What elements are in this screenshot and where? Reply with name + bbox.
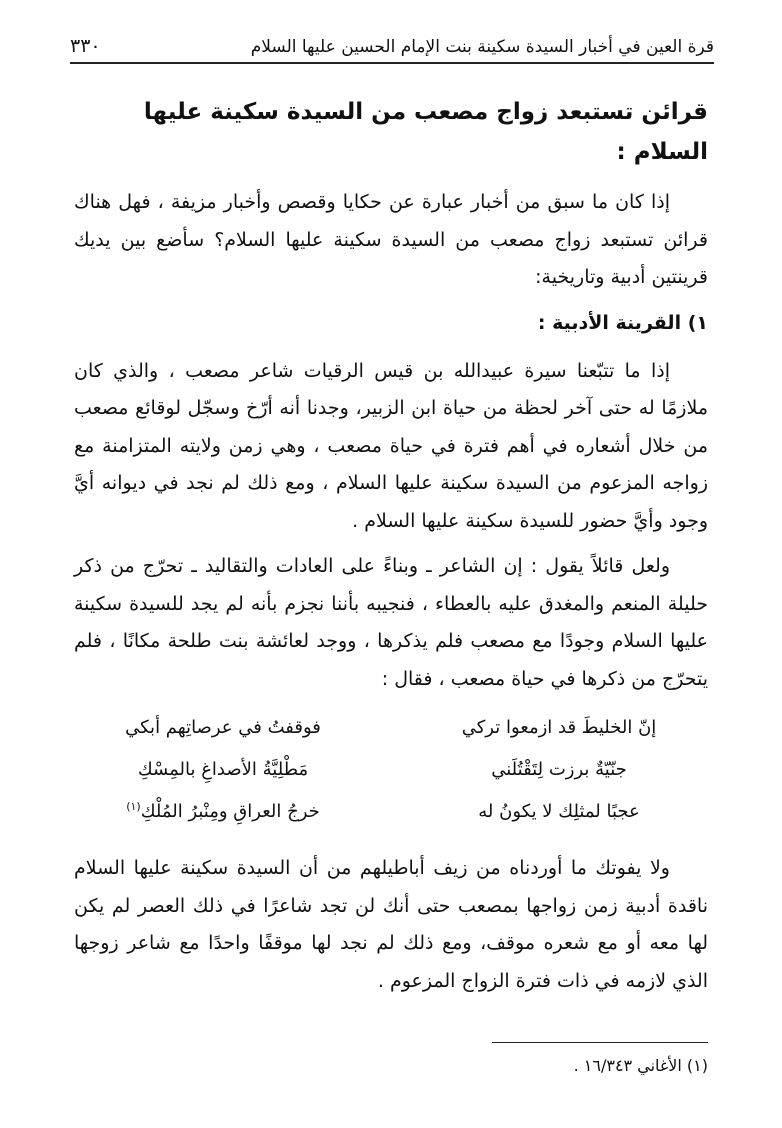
poem [74,706,708,832]
section-heading: قرائن تستبعد زواج مصعب من السيدة سكينة عليها السلام : [143,99,708,165]
running-header [70,28,714,64]
intro-paragraph: إذا كان ما سبق من أخبار عبارة عن حكايا وقصص وأخبار مزيفة ، فهل هناك قرائن تستبعد زواج مصعب من السيدة سكينة عليها السلام؟ سأضع بين يديك قرينتين أدبية وتاريخية: [74,191,708,288]
subsection-heading: ١) القرينة الأدبية : [537,311,708,334]
verse-text: خرجُ العراقِ ومِنْبرُ المُلْكِ [140,801,320,822]
header-title: قرة العين في أخبار السيدة سكينة بنت الإمام الحسين عليها السلام [250,37,714,57]
page-number: ٣٣٠ [70,35,101,57]
verse-second-hemistich: فوقفتُ في عرصاتِهم أبكي [125,716,321,738]
verse-first-hemistich: جنّيّةٌ برزت لِتَقْتُلَني [491,758,627,780]
paragraph-2: ولعل قائلاً يقول : إن الشاعر ـ وبناءً على العادات والتقاليد ـ تحرّج من ذكر حليلة المنعم والمغدق عليه بالعطاء ، فنجيبه بأننا نجزم بأنه لم يجد للسيدة سكينة عليها السلام وجودًا مع مصعب فلم يذكرها ، ووجد لعائشة بنت طلحة مكانًا ، فلم يتحرّج من ذكرها في حياة مصعب ، فقال : [74,555,708,690]
verse-second-hemistich: مَطْلِيَّةُ الأصداغِ بالمِسْكِ [137,758,309,780]
page-content [74,92,708,1008]
footnote-reference[interactable]: (١) [126,800,141,813]
verse [74,748,708,790]
footnote: (١) الأغاني ١٦/٣٤٣ . [573,1056,708,1075]
paragraph-1: إذا ما تتبّعنا سيرة عبيدالله بن قيس الرقيات شاعر مصعب ، والذي كان ملازمًا له حتى آخر لحظة من حياة ابن الزبير، وجدنا أنه أرّخ وسجّل لوقائع مصعب من خلال أشعاره في أهم فترة في حياة مصعب ، وهي زمن ولايته المتزامنة مع زواجه المزعوم من السيدة سكينة عليها السلام ، ومع ذلك لم نجد في ديوانه أيَّ وجود وأيَّ حضور للسيدة سكينة عليها السلام . [74,359,708,532]
verse [74,706,708,748]
verse [74,790,708,832]
verse-first-hemistich: عجبًا لمثلِك لا يكونُ له [478,800,640,822]
verse-first-hemistich: إنّ الخليطَ قد ازمعوا تركي [461,716,657,738]
paragraph-3: ولا يفوتك ما أوردناه من زيف أباطيلهم من أن السيدة سكينة عليها السلام ناقدة أدبية زمن زواجها بمصعب حتى أنك لن تجد شاعرًا في ذلك العصر لم يكن لها معه أو مع شعره موقف، ومع ذلك لم نجد لها موقفًا واحدًا مع شاعر زوجها الذي لازمه في ذات فترة الزواج المزعوم . [74,857,708,992]
verse-second-hemistich [74,800,372,822]
footnote-divider [492,1042,708,1043]
